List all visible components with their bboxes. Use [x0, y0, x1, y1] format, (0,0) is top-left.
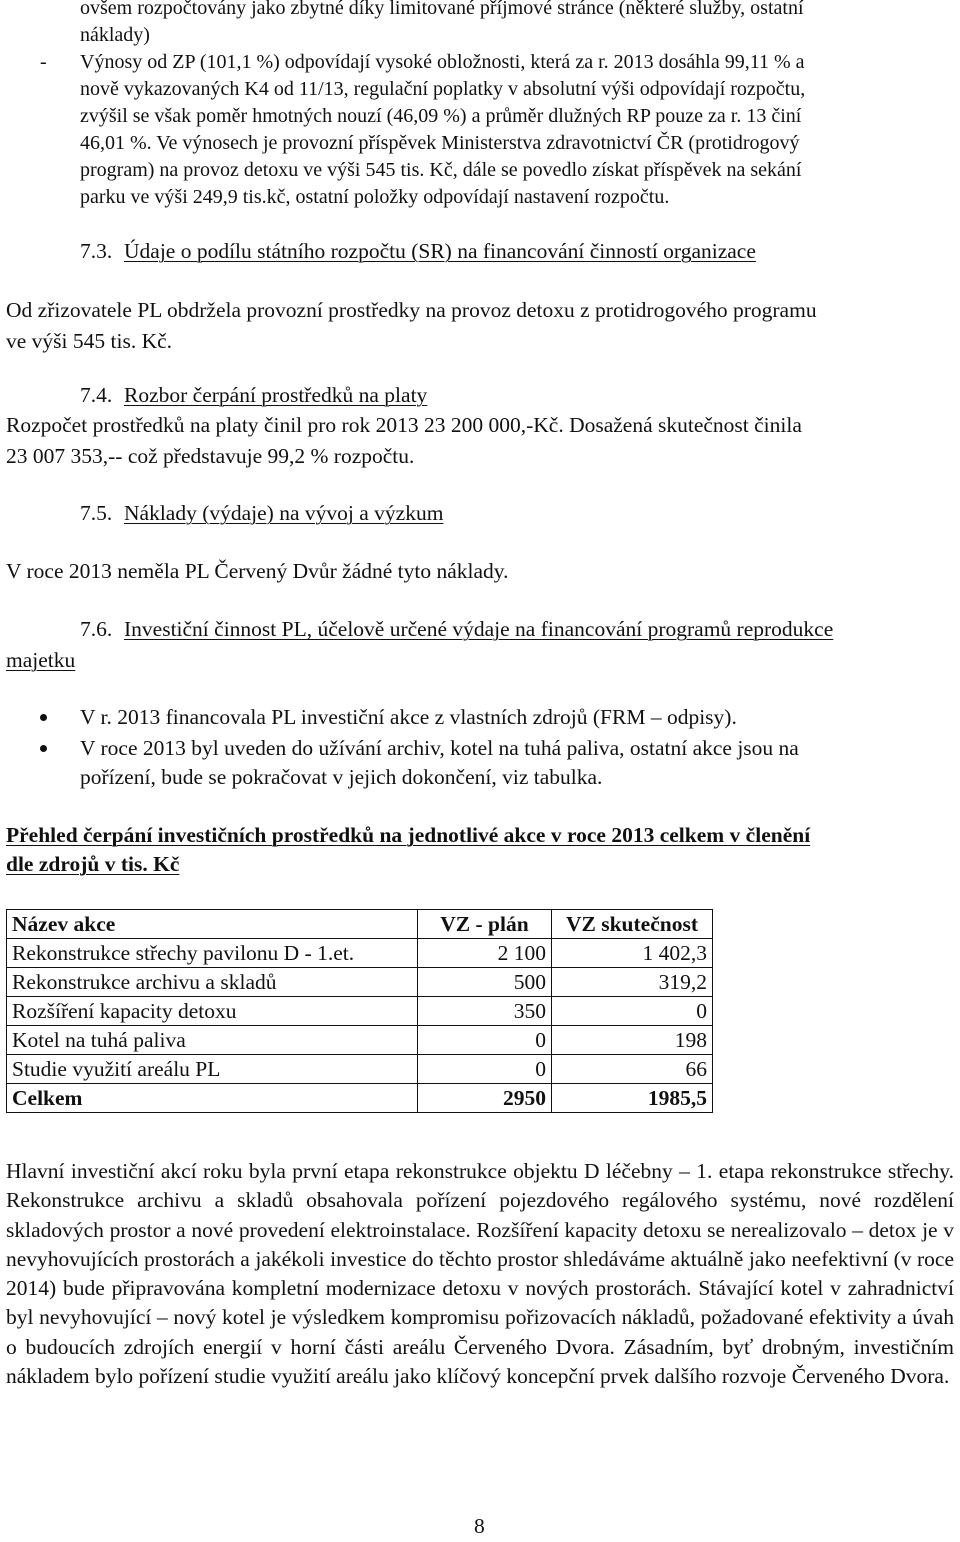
section-7-5-number: 7.5. [80, 501, 113, 525]
cell-name: Rozšíření kapacity detoxu [7, 997, 418, 1026]
table-row [7, 968, 713, 997]
top-line-5: zvýšil se však poměr hmotných nouzí (46,09 %) a průměr dlužných RP pouze za r. 13 činí [80, 105, 802, 127]
cell-name: Rekonstrukce archivu a skladů [7, 968, 418, 997]
cell-actual: 198 [552, 1026, 713, 1055]
top-line-8: parku ve výši 249,9 tis.kč, ostatní položky odpovídají nastavení rozpočtu. [80, 186, 670, 208]
bullet-item-1: V r. 2013 financovala PL investiční akce z vlastních zdrojů (FRM – odpisy). [80, 705, 737, 729]
total-label: Celkem [7, 1084, 418, 1113]
bullet-dot [40, 745, 47, 752]
table-row [7, 997, 713, 1026]
section-7-3-title: Údaje o podílu státního rozpočtu (SR) na financování činností organizace [124, 239, 756, 263]
section-7-4-line-1: Rozpočet prostředků na platy činil pro rok 2013 23 200 000,-Kč. Dosažená skutečnost činila [6, 413, 802, 437]
bullet-item-2-line-1: V roce 2013 byl uveden do užívání archiv, kotel na tuhá paliva, ostatní akce jsou na [80, 736, 799, 760]
section-7-5-title: Náklady (výdaje) na vývoj a výzkum [124, 501, 444, 525]
table-row [7, 1055, 713, 1084]
table-total-row [7, 1084, 713, 1113]
section-7-6-title-cont: majetku [6, 648, 76, 672]
section-7-6-number: 7.6. [80, 617, 113, 641]
section-7-4-line-2: 23 007 353,-- což představuje 99,2 % rozpočtu. [6, 444, 415, 468]
section-7-3-line-2: ve výši 545 tis. Kč. [6, 329, 173, 353]
top-line-6: 46,01 %. Ve výnosech je provozní příspěvek Ministerstva zdravotnictví ČR (protidrogový [80, 132, 800, 154]
cell-name: Kotel na tuhá paliva [7, 1026, 418, 1055]
closing-paragraph: Hlavní investiční akcí roku byla první etapa rekonstrukce objektu D léčebny – 1. etapa rekonstrukce střechy. Rekonstrukce archivu a skladů obsahovala pořízení pojezdového regálového systému, nové rozdělení skladových prostor a nové provedení elektroinstalace. Rozšíření kapacity detoxu se nerealizovalo – detox je v nevyhovujících prostorách a jakékoli investice do těchto prostor shledáváme aktuálně jako neefektivní (v roce 2014) bude připravována kompletní modernizace detoxu v nových prostorách. Stávající kotel v zahradnictví byl nevyhovující – nový kotel je výsledkem kompromisu pořizovacích nákladů, požadované efektivity a úvah o budoucích zdrojích energií v horní části areálu Červeného Dvora. Zásadním, byť drobným, investičním nákladem bylo pořízení studie využití areálu jako klíčový koncepční prvek dalšího rozvoje Červeného Dvora. [6, 1159, 954, 1389]
total-plan: 2950 [418, 1084, 552, 1113]
cell-actual: 1 402,3 [552, 939, 713, 968]
section-7-4-number: 7.4. [80, 383, 113, 407]
table-row [7, 1026, 713, 1055]
cell-plan: 350 [418, 997, 552, 1026]
cell-name: Rekonstrukce střechy pavilonu D - 1.et. [7, 939, 418, 968]
section-7-6-title: Investiční činnost PL, účelově určené výdaje na financování programů reprodukce [124, 617, 834, 641]
section-7-5-line-1: V roce 2013 neměla PL Červený Dvůr žádné tyto náklady. [6, 559, 509, 583]
cell-plan: 0 [418, 1026, 552, 1055]
overview-heading-line-2: dle zdrojů v tis. Kč [6, 852, 180, 876]
top-line-1: ovšem rozpočtovány jako zbytné díky limitované příjmové stránce (některé služby, ostatní [80, 0, 804, 19]
cell-plan: 500 [418, 968, 552, 997]
cell-plan: 2 100 [418, 939, 552, 968]
section-7-3-line-1: Od zřizovatele PL obdržela provozní prostředky na provoz detoxu z protidrogového programu [6, 298, 817, 322]
header-actual: VZ skutečnost [552, 910, 713, 939]
overview-heading-line-1: Přehled čerpání investičních prostředků na jednotlivé akce v roce 2013 celkem v členění [6, 823, 811, 847]
investment-table [6, 909, 713, 1113]
bullet-item-2-line-2: pořízení, bude se pokračovat v jejich dokončení, viz tabulka. [80, 765, 603, 789]
top-line-7: program) na provoz detoxu ve výši 545 tis. Kč, dále se povedlo získat příspěvek na sekání [80, 159, 802, 181]
page-number: 8 [474, 1514, 485, 1538]
table-header-row [7, 910, 713, 939]
cell-name: Studie využití areálu PL [7, 1055, 418, 1084]
cell-actual: 66 [552, 1055, 713, 1084]
list-dash: - [40, 51, 47, 73]
top-line-4: nově vykazovaných K4 od 11/13, regulační poplatky v absolutní výši odpovídají rozpočtu, [80, 78, 806, 100]
bullet-dot [40, 714, 47, 721]
top-line-3: Výnosy od ZP (101,1 %) odpovídají vysoké obložnosti, která za r. 2013 dosáhla 99,11 % a [80, 51, 805, 73]
total-actual: 1985,5 [552, 1084, 713, 1113]
section-7-4-title: Rozbor čerpání prostředků na platy [124, 383, 428, 407]
header-name: Název akce [7, 910, 418, 939]
section-7-3-number: 7.3. [80, 239, 113, 263]
cell-plan: 0 [418, 1055, 552, 1084]
cell-actual: 0 [552, 997, 713, 1026]
cell-actual: 319,2 [552, 968, 713, 997]
header-plan: VZ - plán [418, 910, 552, 939]
top-line-2: náklady) [80, 24, 150, 46]
table-row [7, 939, 713, 968]
